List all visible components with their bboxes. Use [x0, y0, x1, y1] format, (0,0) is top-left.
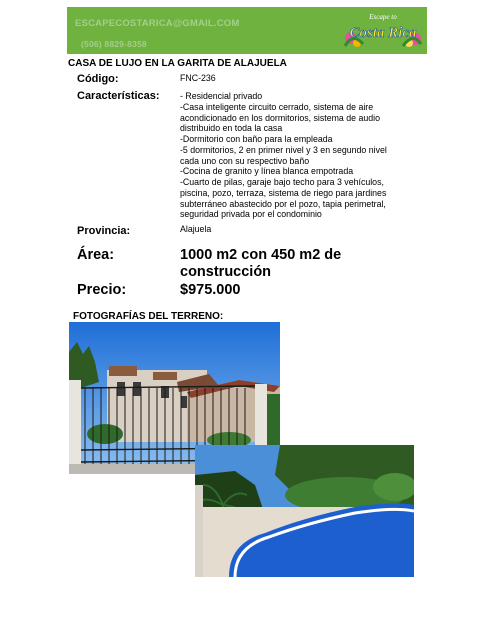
codigo-label: Código:	[77, 73, 119, 85]
header-phone: (506) 8829-8358	[81, 39, 147, 49]
caracteristica-line: piscina, pozo, terraza, sistema de riego para jardines	[180, 187, 387, 198]
caracteristica-line: -Cocina de granito y línea blanca empotrada	[180, 166, 354, 177]
area-value-line2: construcción	[180, 264, 272, 280]
caracteristica-line: - Residencial privado	[180, 91, 263, 101]
caracteristica-line: -5 dormitorios, 2 en primer nivel y 3 en segundo nivel	[180, 144, 387, 155]
caracteristica-line: cada uno con su respectivo baño	[180, 155, 310, 166]
caracteristica-line: acondicionado en los dormitorios, sistema de audio	[180, 112, 381, 123]
page-title: CASA DE LUJO EN LA GARITA DE ALAJUELA	[68, 58, 287, 69]
area-label: Área:	[77, 247, 115, 263]
caracteristicas-label: Características:	[77, 90, 160, 102]
area-value-line1: 1000 m2 con 450 m2 de	[180, 247, 342, 263]
caracteristica-line: -Casa inteligente circuito cerrado, sistema de aire	[180, 101, 374, 112]
precio-label: Precio:	[77, 282, 127, 298]
caracteristica-line: -Dormitorio con baño para la empleada	[180, 134, 333, 144]
pool-photo	[195, 445, 414, 577]
caracteristica-line: seguridad privada por el condominio	[180, 209, 322, 220]
precio-value: $975.000	[180, 282, 241, 298]
caracteristica-line: -Cuarto de pilas, garaje bajo techo para 3 vehículos,	[180, 177, 384, 187]
escape-to-costa-rica-logo	[343, 10, 423, 50]
caracteristicas-list	[180, 91, 420, 220]
provincia-value: Alajuela	[180, 224, 212, 234]
codigo-value: FNC-236	[180, 73, 216, 83]
photos-title: FOTOGRAFÍAS DEL TERRENO:	[73, 311, 224, 322]
logo-small-text: Escape to	[369, 13, 397, 21]
logo-big-text: Costa Rica	[349, 25, 417, 41]
header-email[interactable]: ESCAPECOSTARICA@GMAIL.COM	[75, 18, 240, 29]
header-banner	[67, 7, 427, 54]
provincia-label: Provincia:	[77, 225, 131, 237]
caracteristica-line: distribuido en toda la casa	[180, 123, 283, 134]
caracteristica-line: subterráneo abastecido por el pozo, tapia perimetral,	[180, 198, 386, 209]
